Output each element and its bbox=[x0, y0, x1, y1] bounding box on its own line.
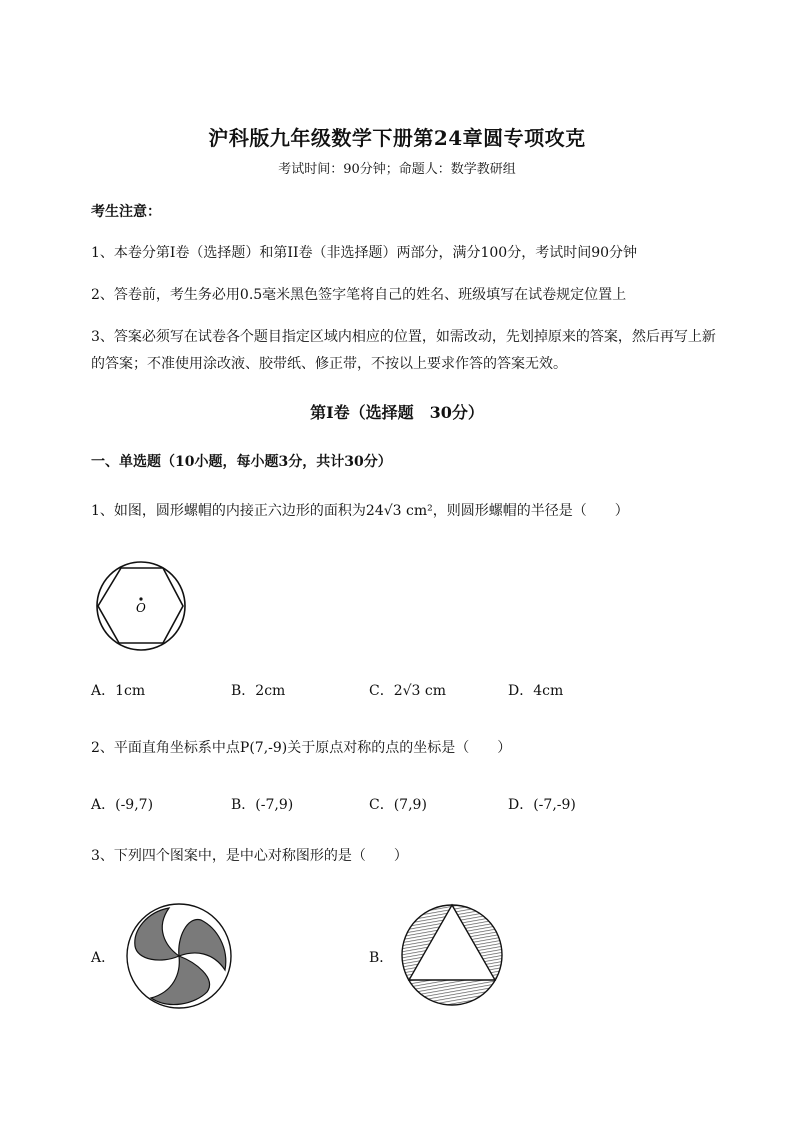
part-heading: 一、单选题（10小题，每小题3分，共计30分） bbox=[91, 454, 392, 470]
q3-option-b[interactable]: B． bbox=[369, 950, 394, 966]
notice-item-1: 1、本卷分第I卷（选择题）和第II卷（非选择题）两部分，满分100分，考试时间90分钟 bbox=[91, 245, 638, 261]
q2-option-b[interactable]: B．(-7,9) bbox=[231, 797, 294, 813]
exam-info: 考试时间：90分钟；命题人：数学教研组 bbox=[278, 162, 516, 177]
q1-option-a[interactable]: A．1cm bbox=[91, 683, 146, 699]
q3-option-a[interactable]: A． bbox=[91, 950, 116, 966]
q1-option-d[interactable]: D．4cm bbox=[508, 683, 564, 699]
swirl-pattern-figure bbox=[125, 902, 233, 1010]
triangle-in-hatched-circle-figure bbox=[400, 903, 504, 1007]
q1-option-c[interactable]: C．2√3 cm bbox=[369, 683, 447, 699]
notice-item-3-cont: 的答案；不准使用涂改液、胶带纸、修正带，不按以上要求作答的答案无效。 bbox=[91, 356, 567, 372]
notice-item-3: 3、答案必须写在试卷各个题目指定区域内相应的位置，如需改动，先划掉原来的答案，然后再写上新 bbox=[91, 329, 716, 345]
section-title: 第I卷（选择题 30分） bbox=[310, 403, 484, 422]
question-3-stem: 3、下列四个图案中，是中心对称图形的是（ ） bbox=[91, 848, 408, 864]
page-title: 沪科版九年级数学下册第24章圆专项攻克 bbox=[208, 126, 586, 150]
center-label: O bbox=[136, 601, 146, 615]
notice-item-2: 2、答卷前，考生务必用0.5毫米黑色签字笔将自己的姓名、班级填写在试卷规定位置上 bbox=[91, 287, 627, 303]
q2-option-d[interactable]: D．(-7,-9) bbox=[508, 797, 576, 813]
question-1-stem: 1、如图，圆形螺帽的内接正六边形的面积为24√3 cm²，则圆形螺帽的半径是（ ） bbox=[91, 503, 629, 519]
notice-heading: 考生注意： bbox=[91, 204, 161, 220]
q2-option-c[interactable]: C．(7,9) bbox=[369, 797, 427, 813]
q2-option-a[interactable]: A．(-9,7) bbox=[91, 797, 154, 813]
hexagon-in-circle-figure bbox=[94, 560, 190, 652]
question-2-stem: 2、平面直角坐标系中点P(7,-9)关于原点对称的点的坐标是（ ） bbox=[91, 740, 512, 756]
q1-option-b[interactable]: B．2cm bbox=[231, 683, 286, 699]
